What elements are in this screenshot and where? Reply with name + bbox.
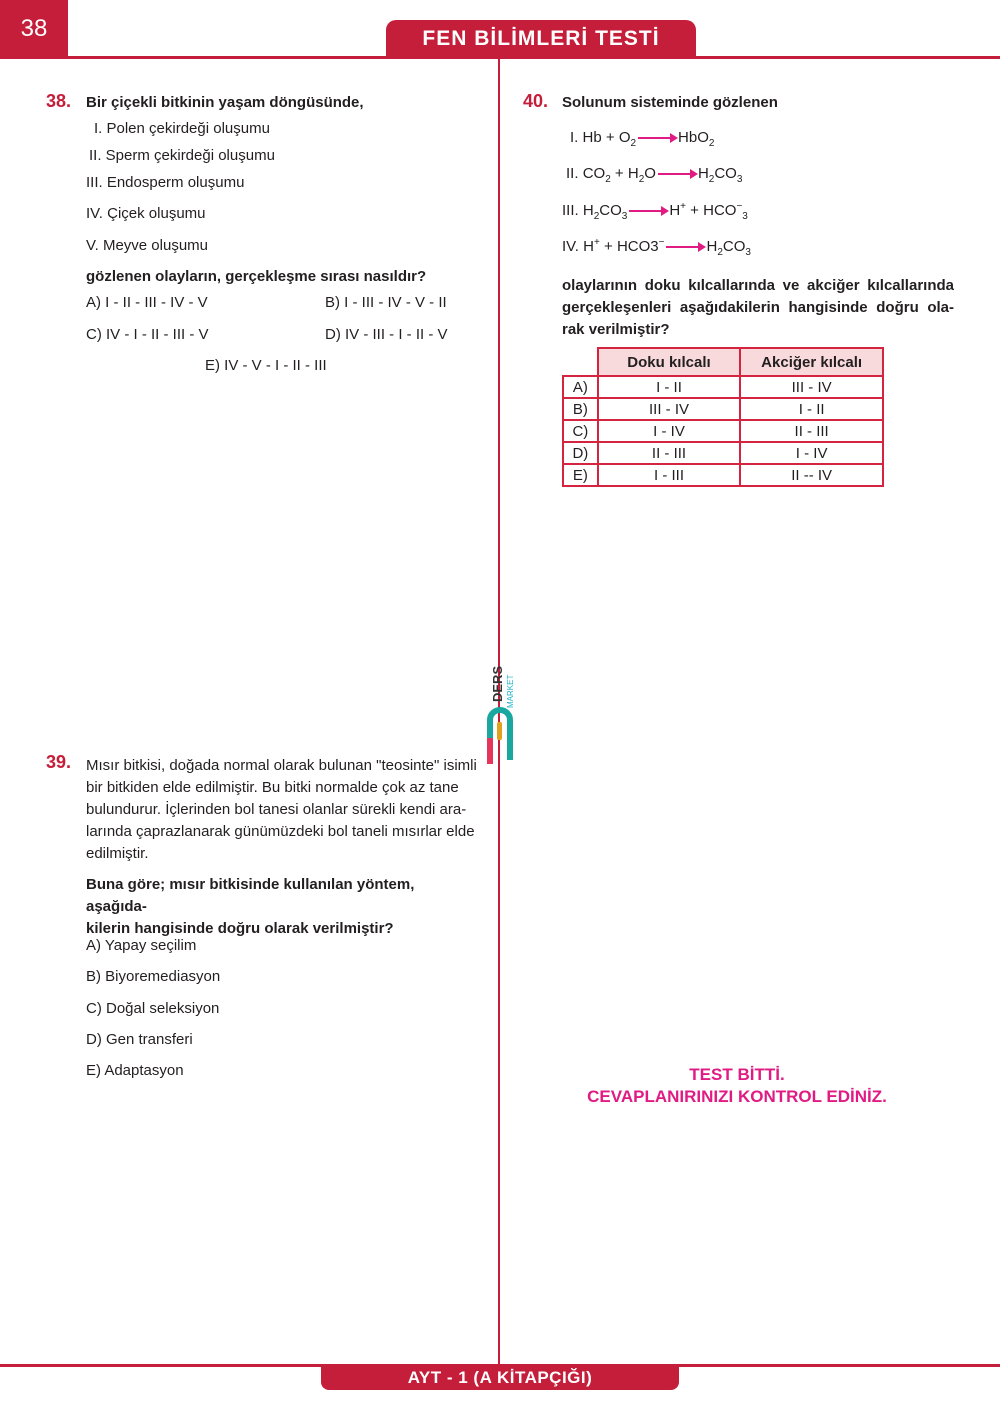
q38-option-d[interactable]: D) IV - III - I - II - V <box>325 326 448 343</box>
table-header-doku: Doku kılcalı <box>598 348 741 376</box>
q40-reaction-2: II. $CO_2 + H_2O$ $H_2CO_3$ <box>566 165 743 185</box>
q38-item-3: III. Endosperm oluşumu <box>86 174 245 191</box>
q38-question: gözlenen olayların, gerçekleşme sırası nasıldır? <box>86 268 427 285</box>
page-number: 38 <box>0 0 68 58</box>
q40-reaction-3: III. $H_2CO_3$ $H^+ + HCO^-_3$ <box>562 201 748 222</box>
cell-doku: III - IV <box>598 398 741 420</box>
q39-option-d[interactable]: D) Gen transferi <box>86 1031 193 1048</box>
q38-item-4: IV. Çiçek oluşumu <box>86 205 206 222</box>
q39-option-b[interactable]: B) Biyoremediasyon <box>86 968 221 985</box>
q38-stem: Bir çiçekli bitkinin yaşam döngüsünde, <box>86 94 364 111</box>
cell-akciger: I - II <box>740 398 883 420</box>
cell-doku: II - III <box>598 442 741 464</box>
q39-option-a[interactable]: A) Yapay seçilim <box>86 937 197 954</box>
table-row[interactable] <box>563 420 883 442</box>
q38-item-1: I. Polen çekirdeği oluşumu <box>94 120 270 137</box>
q40-reaction-1: I. $Hb + O_2$ HbO$_2$ <box>570 129 715 149</box>
table-header-akciger: Akciğer kılcalı <box>740 348 883 376</box>
q38-option-e[interactable]: E) IV - V - I - II - III <box>205 357 327 374</box>
cell-doku: I - II <box>598 376 741 398</box>
option-label: C) <box>563 420 598 442</box>
q38-item-2: II. Sperm çekirdeği oluşumu <box>89 147 275 164</box>
q40-question: olaylarının doku kılcallarında ve akciğer kılcallarında gerçekleşenleri aşağıdakilerin hangisinde doğru ola- rak verilmiştir? <box>562 277 954 338</box>
q40-stem: Solunum sisteminde gözlenen <box>562 94 778 111</box>
q38-item-5: V. Meyve oluşumu <box>86 237 209 254</box>
cell-akciger: III - IV <box>740 376 883 398</box>
table-row[interactable] <box>563 398 883 420</box>
option-label: D) <box>563 442 598 464</box>
q39-number: 39. <box>46 752 72 772</box>
q39-question: Buna göre; mısır bitkisinde kullanılan yöntem, aşağıda- kilerin hangisinde doğru olarak verilmiştir? <box>86 876 415 937</box>
option-label: B) <box>563 398 598 420</box>
q38-option-c[interactable]: C) IV - I - II - III - V <box>86 326 209 343</box>
reaction-arrow <box>658 173 696 175</box>
reaction-arrow <box>629 210 667 212</box>
logo-word1: DERS <box>490 665 505 702</box>
option-label: E) <box>563 464 598 486</box>
logo-word2: MARKET <box>506 674 515 708</box>
cell-akciger: II - III <box>740 420 883 442</box>
cell-akciger: I - IV <box>740 442 883 464</box>
q40-number: 40. <box>523 91 549 111</box>
q39-option-e[interactable]: E) Adaptasyon <box>86 1062 184 1079</box>
table-row[interactable] <box>563 464 883 486</box>
cell-doku: I - IV <box>598 420 741 442</box>
option-label: A) <box>563 376 598 398</box>
table-row[interactable] <box>563 376 883 398</box>
test-title: FEN BİLİMLERİ TESTİ <box>386 20 696 58</box>
reaction-arrow <box>666 246 704 248</box>
q39-paragraph: Mısır bitkisi, doğada normal olarak bulunan "teosinte" isimli bir bitkiden elde edilmiştir. Bu bitki normalde çok az tane bulundurur. İçlerinden bol tanesi olanlar sürekli kendi ara- larında çaprazlanarak günümüzdeki bol taneli mısırlar elde edilmiştir. <box>86 757 477 862</box>
test-end-note: TEST BİTTİ. CEVAPLANIRINIZI KONTROL EDİNİZ. <box>587 1065 887 1106</box>
booklet-label: AYT - 1 (A KİTAPÇIĞI) <box>321 1366 679 1390</box>
reaction-arrow <box>638 137 676 139</box>
ders-market-logo <box>482 660 520 770</box>
q38-number: 38. <box>46 91 72 111</box>
q40-answer-table <box>562 347 884 487</box>
cell-akciger: II -- IV <box>740 464 883 486</box>
q38-option-b[interactable]: B) I - III - IV - V - II <box>325 294 447 311</box>
table-row[interactable] <box>563 442 883 464</box>
q39-option-c[interactable]: C) Doğal seleksiyon <box>86 1000 220 1017</box>
q38-option-a[interactable]: A) I - II - III - IV - V <box>86 294 208 311</box>
q40-reaction-4: IV. H+ + HCO3− $H_2CO_3$ <box>562 237 751 258</box>
cell-doku: I - III <box>598 464 741 486</box>
